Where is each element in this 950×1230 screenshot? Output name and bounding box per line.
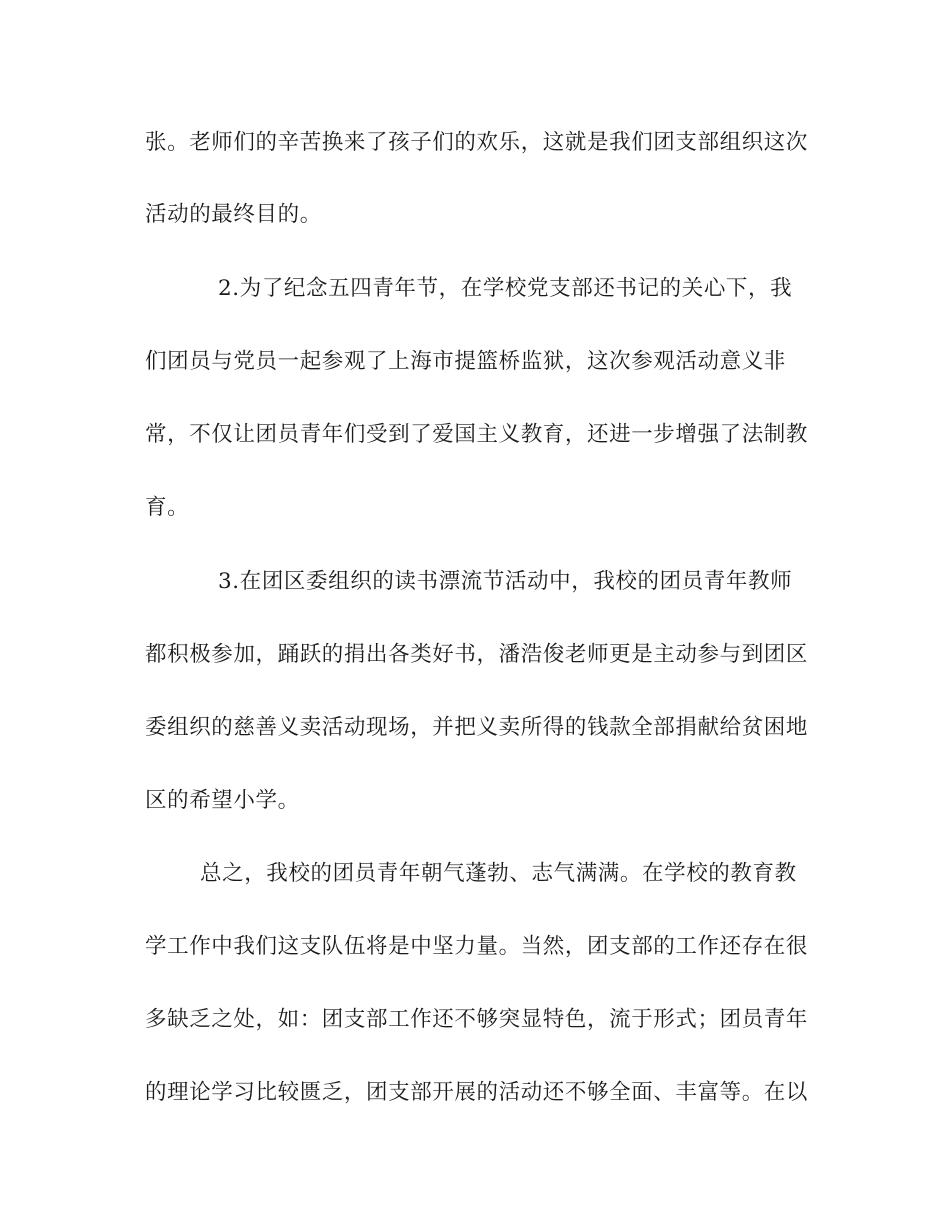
text-line: 3.在团区委组织的读书漂流节活动中，我校的团员青年教师 (218, 569, 793, 594)
text-line: 们团员与党员一起参观了上海市提篮桥监狱，这次参观活动意义非 (145, 349, 786, 374)
text-line: 委组织的慈善义卖活动现场，并把义卖所得的钱款全部捐献给贫困地 (145, 715, 809, 740)
text-line: 活动的最终目的。 (145, 202, 322, 227)
text-line: 的理论学习比较匮乏，团支部开展的活动还不够全面、丰富等。在以 (145, 1080, 809, 1105)
text-line: 育。 (145, 495, 190, 520)
text-line: 2.为了纪念五四青年节，在学校党支部还书记的关心下，我 (218, 276, 793, 301)
text-line: 张。老师们的辛苦换来了孩子们的欢乐，这就是我们团支部组织这次 (145, 130, 809, 155)
text-line: 学工作中我们这支队伍将是中坚力量。当然，团支部的工作还存在很 (145, 934, 809, 959)
text-line: 总之，我校的团员青年朝气蓬勃、志气满满。在学校的教育教 (200, 861, 797, 886)
text-line: 区的希望小学。 (145, 788, 300, 813)
text-line: 常，不仅让团员青年们受到了爱国主义教育，还进一步增强了法制教 (145, 422, 809, 447)
text-line: 多缺乏之处，如：团支部工作还不够突显特色，流于形式；团员青年 (145, 1007, 809, 1032)
text-line: 都积极参加，踊跃的捐出各类好书，潘浩俊老师更是主动参与到团区 (145, 642, 809, 667)
